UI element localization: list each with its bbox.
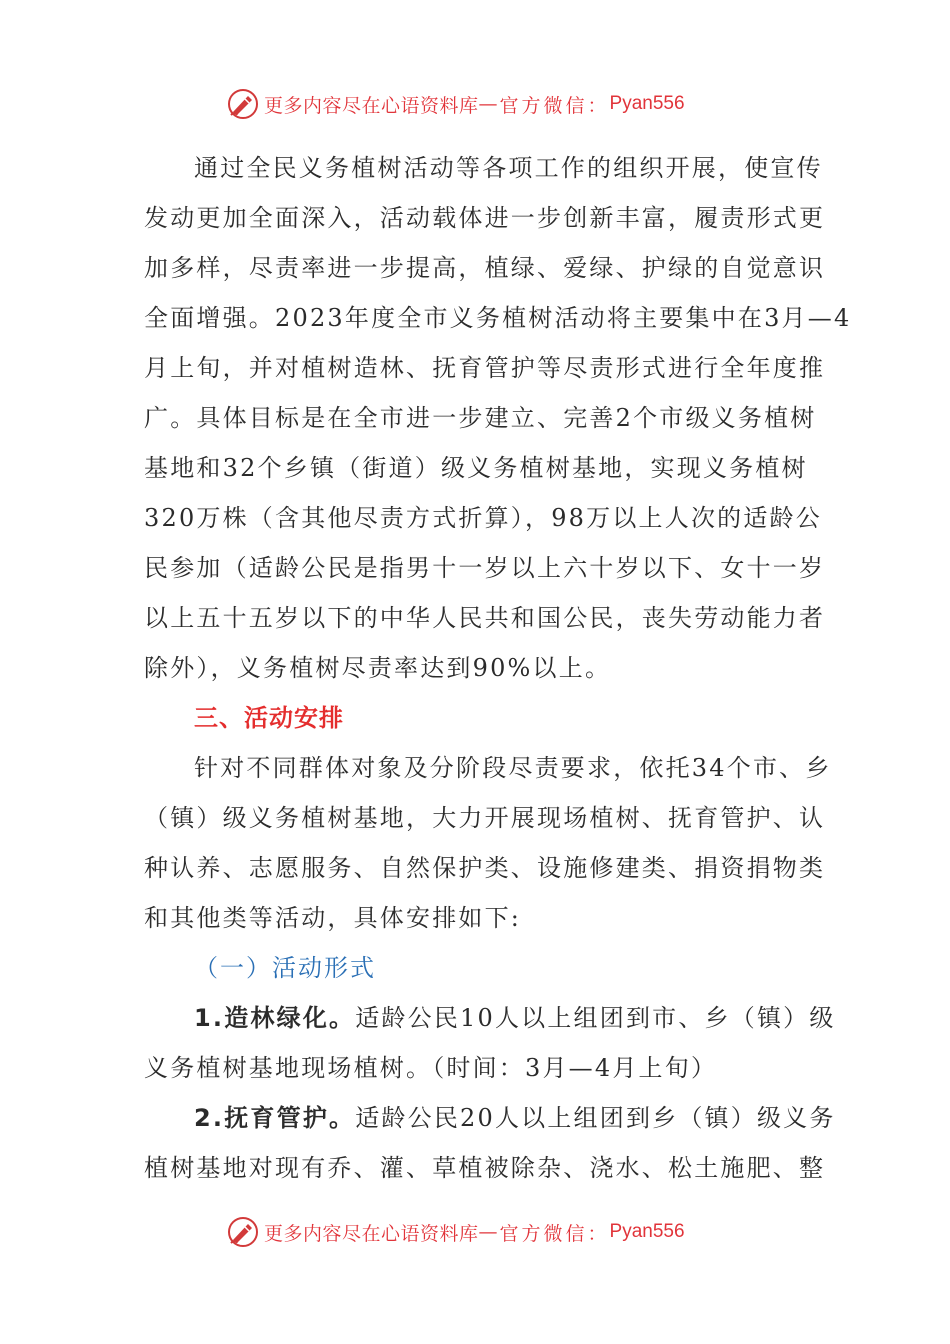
banner-wechat-label: 官方微信： [499,94,610,117]
list-item-text: 适龄公民20人以上组团到乡（镇）级义务 [355,1104,836,1132]
pen-nib-logo-icon [226,1215,260,1249]
pen-nib-logo-icon [226,87,260,121]
banner-text: 更多内容尽在心语资料库 [264,94,479,117]
banner-separator: — [478,93,498,115]
header-banner[interactable] [226,86,685,122]
banner-wechat-label: 官方微信： [499,1222,610,1245]
paragraph-line: 以上五十五岁以下的中华人民共和国公民，丧失劳动能力者 [144,604,826,632]
paragraph-line: 除外），义务植树尽责率达到90%以上。 [144,654,612,682]
paragraph-line: 种认养、志愿服务、自然保护类、设施修建类、捐资捐物类 [144,854,826,882]
paragraph-line: 义务植树基地现场植树。（时间：3月—4月上旬） [144,1054,718,1082]
paragraph-line: 加多样，尽责率进一步提高，植绿、爱绿、护绿的自觉意识 [144,254,826,282]
list-item-title: 1.造林绿化。 [194,1004,356,1032]
subsection-heading: （一）活动形式 [194,954,376,982]
paragraph-line: 发动更加全面深入，活动载体进一步创新丰富，履责形式更 [144,204,826,232]
list-item-title: 2.抚育管护。 [194,1104,356,1132]
section-heading: 三、活动安排 [194,704,344,732]
paragraph-line: 针对不同群体对象及分阶段尽责要求，依托34个市、乡 [194,754,832,782]
banner-separator: — [478,1221,498,1243]
paragraph-line: （镇）级义务植树基地，大力开展现场植树、抚育管护、认 [144,804,826,832]
paragraph-line: 和其他类等活动，具体安排如下: [144,904,522,932]
paragraph-line: 民参加（适龄公民是指男十一岁以上六十岁以下、女十一岁 [144,554,826,582]
list-item [194,1000,836,1036]
paragraph-line: 基地和32个乡镇（街道）级义务植树基地，实现义务植树 [144,454,808,482]
document-body [144,150,852,1190]
list-item-text: 适龄公民10人以上组团到市、乡（镇）级 [355,1004,836,1032]
list-item [194,1100,836,1136]
paragraph-line: 通过全民义务植树活动等各项工作的组织开展，使宣传 [194,154,823,182]
footer-banner[interactable] [226,1214,685,1250]
paragraph-line: 广。具体目标是在全市进一步建立、完善2个市级义务植树 [144,404,817,432]
paragraph-line: 全面增强。2023年度全市义务植树活动将主要集中在3月—4 [144,304,852,332]
paragraph-line: 植树基地对现有乔、灌、草植被除杂、浇水、松土施肥、整 [144,1154,826,1182]
banner-text: 更多内容尽在心语资料库 [264,1222,479,1245]
banner-wechat-id: Pyan556 [609,93,685,114]
paragraph-line: 月上旬，并对植树造林、抚育管护等尽责形式进行全年度推 [144,354,826,382]
banner-wechat-id: Pyan556 [609,1221,685,1242]
paragraph-line: 320万株（含其他尽责方式折算），98万以上人次的适龄公 [144,504,822,532]
